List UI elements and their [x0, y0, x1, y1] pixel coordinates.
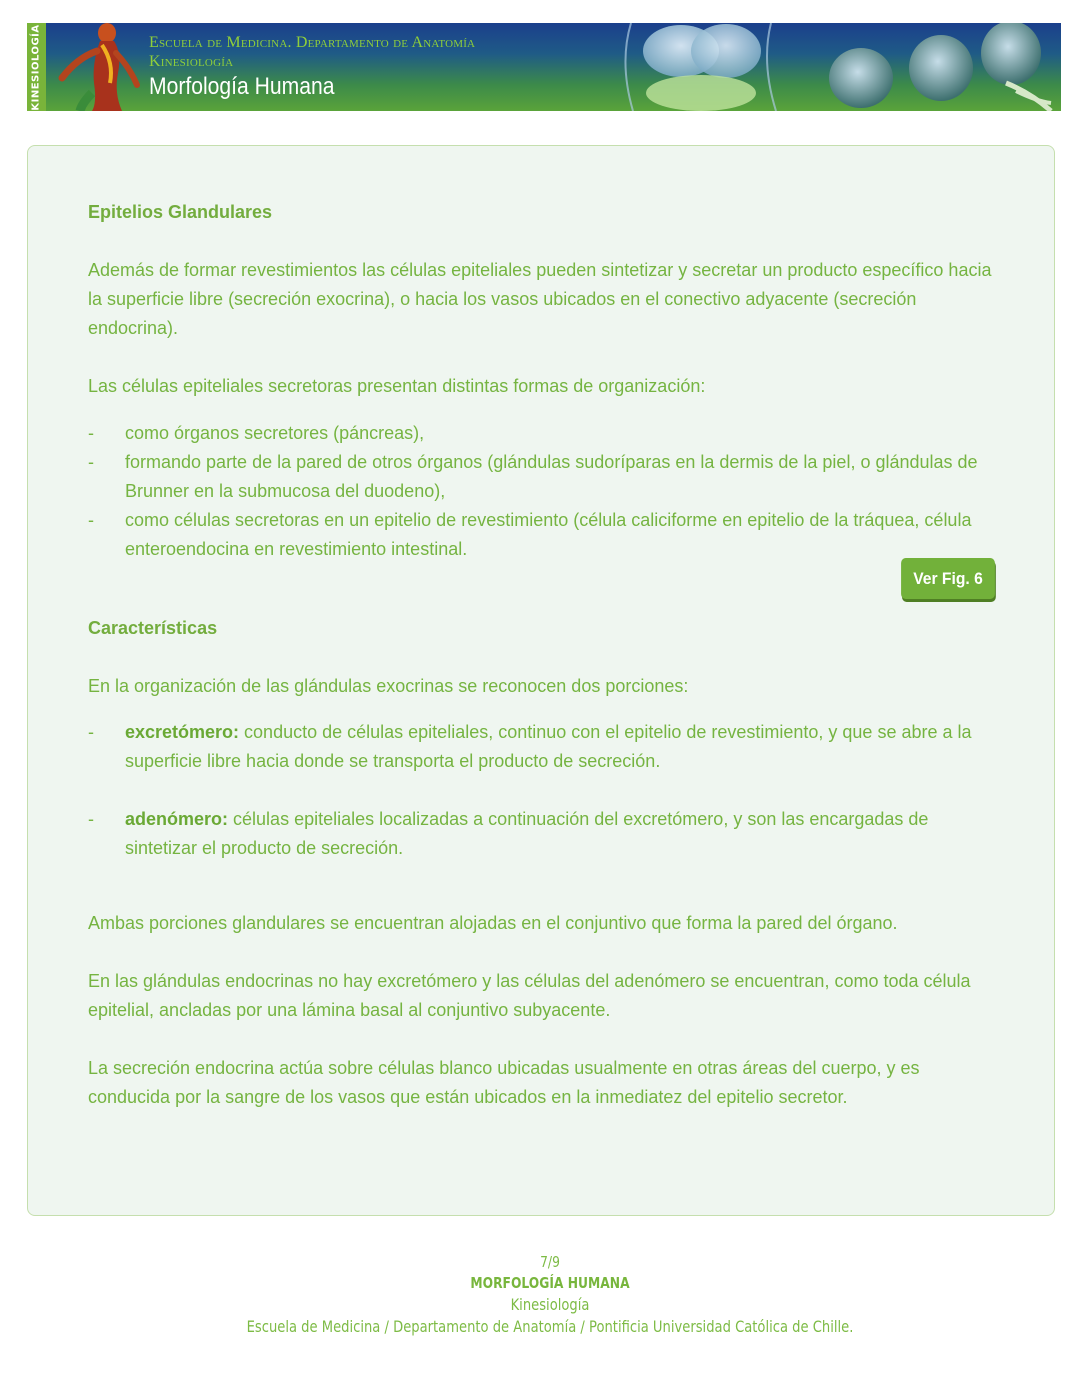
- organization-list: [88, 419, 998, 564]
- footer-subtitle: Kinesiología: [510, 1295, 590, 1314]
- term-excretomero: excretómero:: [125, 722, 240, 742]
- banner-title: Morfología Humana: [149, 73, 335, 100]
- paragraph-endocrine-glands: En las glándulas endocrinas no hay excretómero y las células del adenómero se encuentran, como toda célula epitelial, ancladas por una lámina basal al conjuntivo subyacente.: [88, 971, 971, 1020]
- list-item: [88, 448, 998, 506]
- page-number: 7/9: [540, 1253, 560, 1271]
- banner-side-label: KINESIOLOGÍA: [31, 23, 42, 111]
- banner-program-line: Kinesiología: [149, 53, 234, 70]
- list-dash: -: [88, 510, 94, 530]
- anatomy-skulls-image-icon: [611, 23, 1061, 111]
- list-item-text: formando parte de la pared de otros órganos (glándulas sudoríparas en la dermis de la piel, o glándulas de Brunner en la submucosa del duodeno),: [125, 452, 978, 501]
- list-item-text: como órganos secretores (páncreas),: [125, 423, 425, 443]
- list-dash: -: [88, 423, 94, 443]
- content-body: [88, 198, 998, 1112]
- paragraph-portions: En la organización de las glándulas exocrinas se reconocen dos porciones:: [88, 676, 689, 696]
- list-item-text: células epiteliales localizadas a continuación del excretómero, y son las encargadas de sintetizar el producto de secreción.: [125, 809, 929, 858]
- paragraph-organization: Las células epiteliales secretoras presentan distintas formas de organización:: [88, 376, 706, 396]
- list-item: [88, 805, 998, 863]
- section-heading-caracteristicas: Características: [88, 618, 218, 638]
- list-item: [88, 506, 998, 564]
- list-dash: -: [88, 722, 94, 742]
- term-adenomero: adenómero:: [125, 809, 229, 829]
- view-figure-6-button[interactable]: Ver Fig. 6: [901, 558, 995, 599]
- paragraph-intro: Además de formar revestimientos las células epiteliales pueden sintetizar y secretar un producto específico hacia la superficie libre (secreción exocrina), o hacia los vasos ubicados en el conectivo adyacente (secreción endocrina).: [88, 260, 992, 338]
- list-item-text: conducto de células epiteliales, continuo con el epitelio de revestimiento, y que se abre a la superficie libre hacia donde se transporta el producto de secreción.: [125, 722, 972, 771]
- paragraph-both-portions: Ambas porciones glandulares se encuentran alojadas en el conjuntivo que forma la pared del órgano.: [88, 913, 898, 933]
- banner-school-line: Escuela de Medicina. Departamento de Anatomía: [149, 34, 476, 51]
- list-dash: -: [88, 809, 94, 829]
- list-dash: -: [88, 452, 94, 472]
- anatomy-figure-icon: [52, 23, 142, 111]
- list-item-text: como células secretoras en un epitelio de revestimiento (célula caliciforme en epitelio de la tráquea, célula enteroendocina en revestimiento intestinal.: [125, 510, 972, 559]
- banner-side-tab: [27, 23, 46, 111]
- section-heading-epitelios: Epitelios Glandulares: [88, 202, 273, 222]
- page-footer: [0, 1252, 1080, 1338]
- list-item: [88, 718, 998, 776]
- list-item: [88, 419, 998, 448]
- portions-list: [88, 718, 998, 863]
- footer-institution: Escuela de Medicina / Departamento de Anatomía / Pontificia Universidad Católica de Chille.: [246, 1317, 854, 1336]
- paragraph-endocrine-secretion: La secreción endocrina actúa sobre células blanco ubicadas usualmente en otras áreas del cuerpo, y es conducida por la sangre de los vasos que están ubicados en la inmediatez del epitelio secretor.: [88, 1058, 920, 1107]
- content-card: [27, 145, 1055, 1216]
- header-banner: [27, 23, 1061, 111]
- footer-title: MORFOLOGÍA HUMANA: [470, 1274, 630, 1292]
